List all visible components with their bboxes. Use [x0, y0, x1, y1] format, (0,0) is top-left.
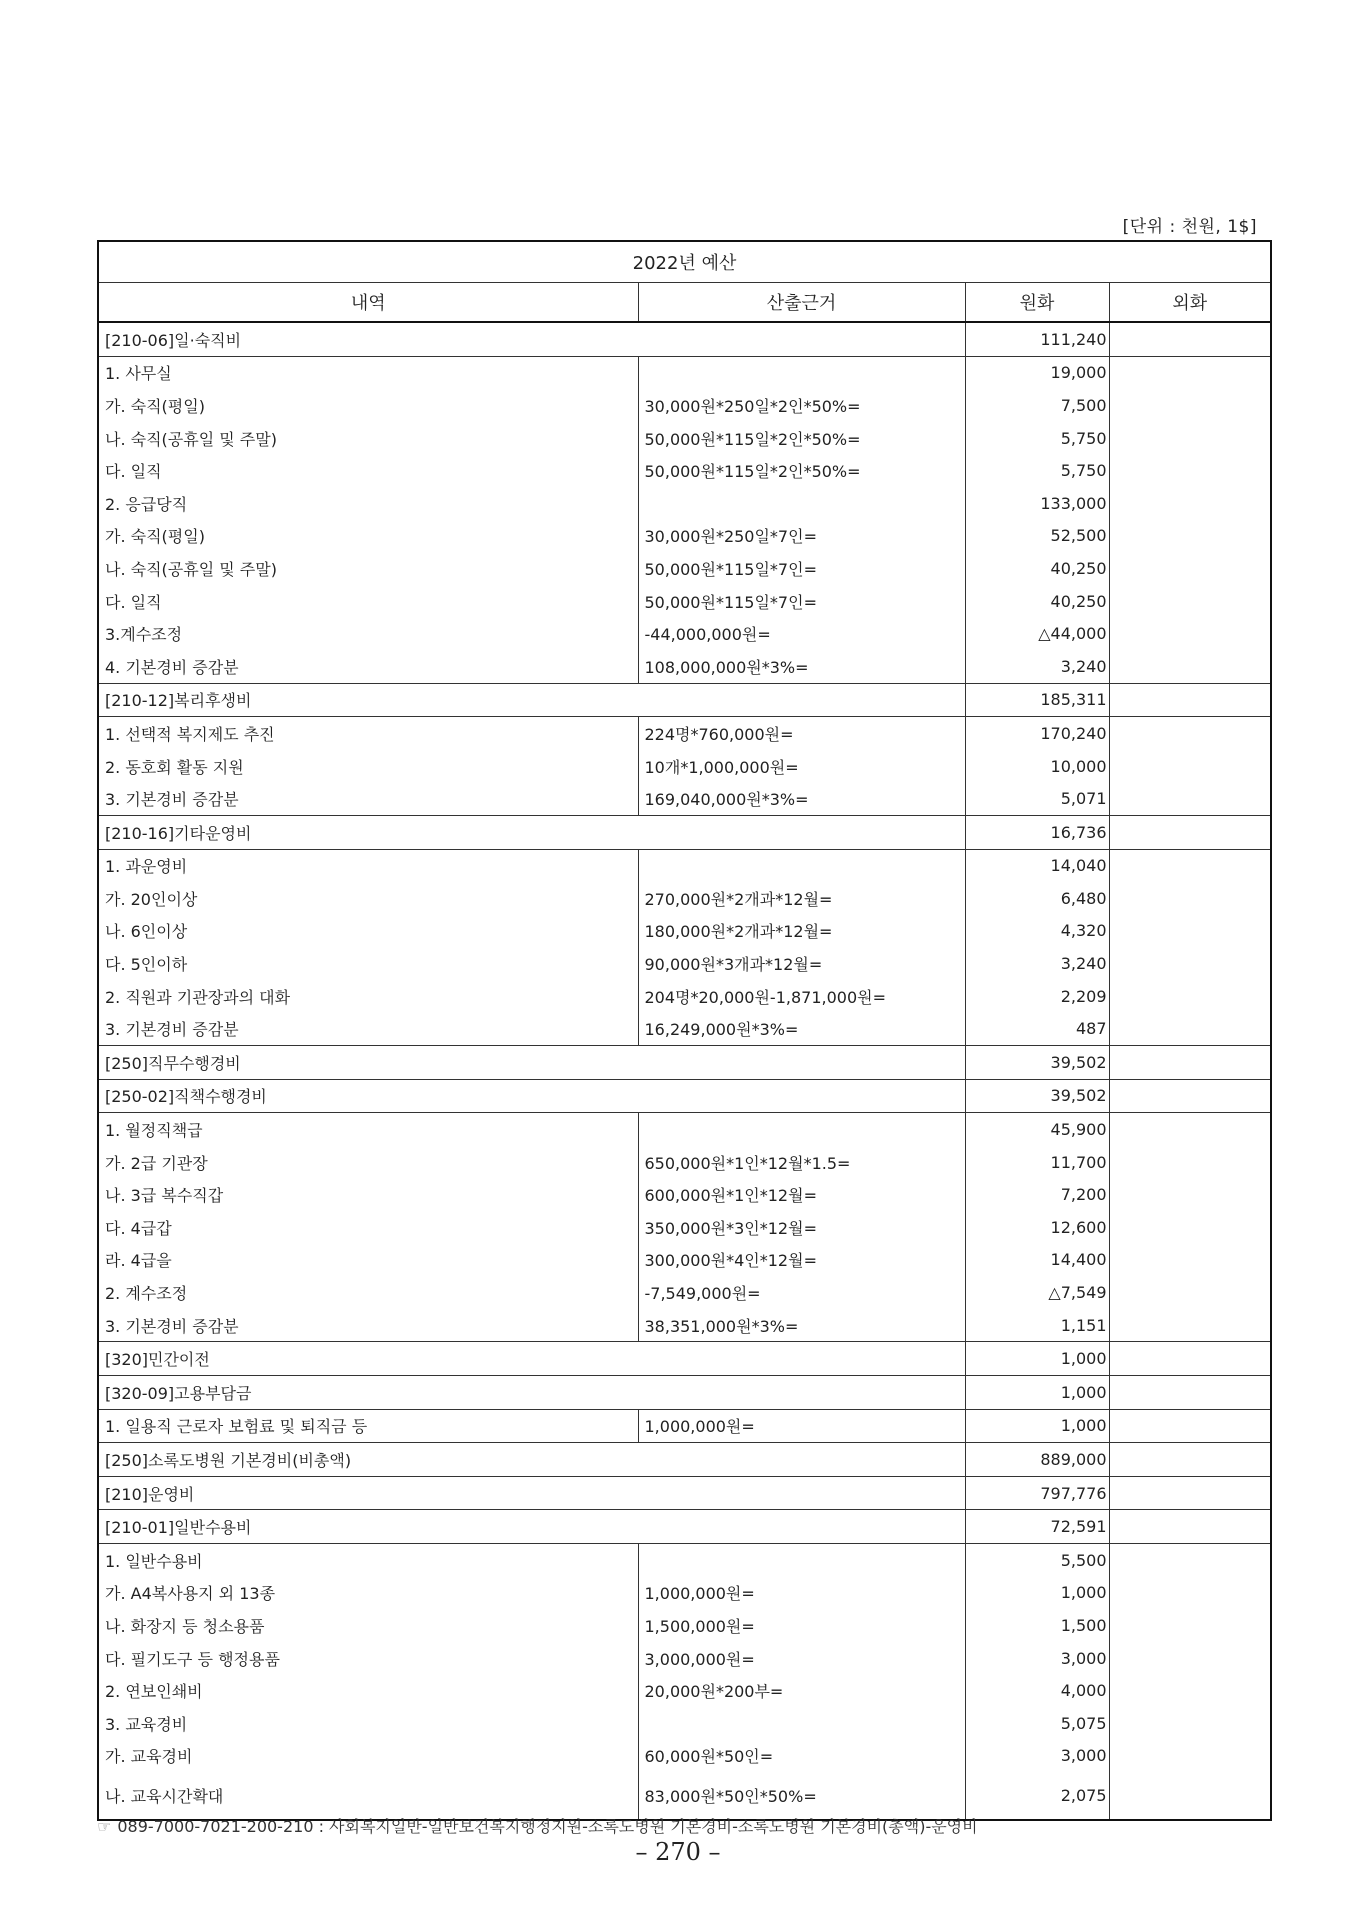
table-row	[98, 1146, 1271, 1179]
row-krw: 3,240	[965, 947, 1109, 980]
row-basis: 10개*1,000,000원=	[638, 750, 965, 783]
table-row	[98, 683, 1271, 717]
row-basis	[638, 849, 965, 882]
row-fx	[1109, 1707, 1271, 1740]
row-item: 3.계수조정	[105, 625, 183, 645]
row-basis: 20,000원*200부=	[638, 1674, 965, 1707]
row-krw: 1,000	[965, 1409, 1109, 1443]
row-fx	[1109, 815, 1271, 849]
row-fx	[1109, 1543, 1271, 1576]
row-basis: 30,000원*250일*7인=	[638, 520, 965, 553]
row-item: 가. 2급 기관장	[105, 1153, 208, 1173]
row-fx	[1109, 882, 1271, 915]
table-row	[98, 617, 1271, 650]
row-basis: 83,000원*50인*50%=	[638, 1772, 965, 1820]
page-number: – 270 –	[635, 1838, 721, 1866]
row-krw: 1,000	[965, 1342, 1109, 1376]
row-item: [250]직무수행경비	[98, 1046, 965, 1080]
row-krw: 3,000	[965, 1740, 1109, 1773]
table-row	[98, 717, 1271, 750]
row-item: 나. 교육시간확대	[105, 1787, 224, 1807]
row-basis: 180,000원*2개과*12월=	[638, 915, 965, 948]
row-item: 나. 숙직(공휴일 및 주말)	[105, 559, 277, 579]
row-fx	[1109, 1079, 1271, 1113]
row-fx	[1109, 1244, 1271, 1277]
row-basis	[638, 1707, 965, 1740]
footnote-text: 089-7000-7021-200-210 : 사회복지일반-일반보건복지행정지원-소록도병원 기본경비-소록도병원 기본경비(총액)-운영비	[117, 1817, 978, 1836]
row-item: [210-06]일·숙직비	[98, 322, 965, 356]
row-krw: 2,075	[965, 1772, 1109, 1820]
row-krw: 12,600	[965, 1211, 1109, 1244]
table-row	[98, 815, 1271, 849]
row-item: 다. 5인이하	[105, 955, 188, 975]
table-row	[98, 1244, 1271, 1277]
row-krw: 5,750	[965, 454, 1109, 487]
table-row	[98, 1376, 1271, 1410]
row-fx	[1109, 1476, 1271, 1510]
row-item: 나. 3급 복수직갑	[105, 1186, 224, 1206]
row-item: 1. 선택적 복지제도 추진	[98, 717, 638, 750]
row-basis: -44,000,000원=	[638, 617, 965, 650]
row-fx	[1109, 1609, 1271, 1642]
row-item: [320]민간이전	[98, 1342, 965, 1376]
row-krw: 5,075	[965, 1707, 1109, 1740]
row-item: 가. 교육경비	[105, 1747, 193, 1767]
row-fx	[1109, 1409, 1271, 1443]
table-row	[98, 356, 1271, 389]
row-item: 1. 사무실	[98, 356, 638, 389]
row-krw: △44,000	[965, 617, 1109, 650]
row-krw: 133,000	[965, 487, 1109, 520]
row-fx	[1109, 1342, 1271, 1376]
row-fx	[1109, 1443, 1271, 1477]
row-basis	[638, 487, 965, 520]
row-fx	[1109, 1211, 1271, 1244]
row-krw: 1,151	[965, 1309, 1109, 1342]
row-item: 2. 연보인쇄비	[105, 1682, 203, 1702]
row-item: 나. 6인이상	[105, 922, 188, 942]
row-krw: 39,502	[965, 1046, 1109, 1080]
row-fx	[1109, 1146, 1271, 1179]
table-row	[98, 1079, 1271, 1113]
row-krw: 7,200	[965, 1178, 1109, 1211]
table-row	[98, 1342, 1271, 1376]
table-row	[98, 980, 1271, 1013]
table-row	[98, 1642, 1271, 1675]
row-krw: 6,480	[965, 882, 1109, 915]
row-fx	[1109, 356, 1271, 389]
row-krw: 4,000	[965, 1674, 1109, 1707]
row-item: 가. 숙직(평일)	[105, 527, 205, 547]
row-basis: -7,549,000원=	[638, 1276, 965, 1309]
row-item: [210-12]복리후생비	[98, 683, 965, 717]
table-row	[98, 1609, 1271, 1642]
row-basis: 350,000원*3인*12월=	[638, 1211, 965, 1244]
row-fx	[1109, 552, 1271, 585]
col-basis-header: 산출근거	[638, 283, 965, 323]
table-row	[98, 389, 1271, 422]
row-krw: 52,500	[965, 520, 1109, 553]
row-krw: 2,209	[965, 980, 1109, 1013]
row-item: 1. 일용직 근로자 보험료 및 퇴직금 등	[98, 1409, 638, 1443]
row-krw: 5,750	[965, 422, 1109, 455]
row-item: 2. 동호회 활동 지원	[105, 757, 244, 777]
row-krw: 45,900	[965, 1113, 1109, 1146]
row-krw: 40,250	[965, 552, 1109, 585]
row-basis: 204명*20,000원-1,871,000원=	[638, 980, 965, 1013]
row-fx	[1109, 1510, 1271, 1544]
row-krw: 487	[965, 1012, 1109, 1045]
table-row	[98, 454, 1271, 487]
row-fx	[1109, 322, 1271, 356]
table-row	[98, 422, 1271, 455]
col-item-header: 내역	[98, 283, 638, 323]
table-row	[98, 1510, 1271, 1544]
row-item: 다. 4급갑	[105, 1218, 172, 1238]
row-krw: 1,500	[965, 1609, 1109, 1642]
row-item: 3. 기본경비 증감분	[105, 1316, 239, 1336]
table-row	[98, 1178, 1271, 1211]
row-krw: 111,240	[965, 322, 1109, 356]
row-fx	[1109, 1178, 1271, 1211]
table-row	[98, 750, 1271, 783]
row-item: 4. 기본경비 증감분	[105, 657, 239, 677]
table-row	[98, 1674, 1271, 1707]
row-krw: 40,250	[965, 585, 1109, 618]
row-krw: 11,700	[965, 1146, 1109, 1179]
row-krw: 3,240	[965, 650, 1109, 683]
row-fx	[1109, 782, 1271, 815]
row-fx	[1109, 1740, 1271, 1773]
table-row	[98, 1046, 1271, 1080]
row-krw: 3,000	[965, 1642, 1109, 1675]
row-fx	[1109, 1309, 1271, 1342]
table-row	[98, 585, 1271, 618]
table-row	[98, 1113, 1271, 1146]
row-krw: 14,400	[965, 1244, 1109, 1277]
row-krw: 72,591	[965, 1510, 1109, 1544]
row-krw: 889,000	[965, 1443, 1109, 1477]
row-krw: 4,320	[965, 915, 1109, 948]
table-row	[98, 520, 1271, 553]
row-fx	[1109, 1046, 1271, 1080]
row-basis: 60,000원*50인=	[638, 1740, 965, 1773]
row-basis: 600,000원*1인*12월=	[638, 1178, 965, 1211]
row-krw: 797,776	[965, 1476, 1109, 1510]
row-basis: 108,000,000원*3%=	[638, 650, 965, 683]
row-basis: 1,500,000원=	[638, 1609, 965, 1642]
table-row	[98, 1409, 1271, 1443]
row-fx	[1109, 389, 1271, 422]
row-krw: 19,000	[965, 356, 1109, 389]
row-krw: 39,502	[965, 1079, 1109, 1113]
row-basis: 300,000원*4인*12월=	[638, 1244, 965, 1277]
row-item: 가. 숙직(평일)	[105, 396, 205, 416]
row-basis	[638, 1543, 965, 1576]
table-row	[98, 882, 1271, 915]
row-item: 3. 기본경비 증감분	[105, 790, 239, 810]
table-row	[98, 1772, 1271, 1820]
row-fx	[1109, 717, 1271, 750]
row-item: 가. 20인이상	[105, 889, 198, 909]
row-fx	[1109, 1276, 1271, 1309]
row-fx	[1109, 947, 1271, 980]
row-fx	[1109, 1577, 1271, 1610]
row-fx	[1109, 683, 1271, 717]
row-basis: 3,000,000원=	[638, 1642, 965, 1675]
row-fx	[1109, 617, 1271, 650]
row-basis	[638, 356, 965, 389]
row-item: 2. 계수조정	[105, 1284, 188, 1304]
table-row	[98, 650, 1271, 683]
row-item: 3. 기본경비 증감분	[105, 1020, 239, 1040]
table-row	[98, 1740, 1271, 1773]
row-basis: 50,000원*115일*2인*50%=	[638, 454, 965, 487]
row-fx	[1109, 650, 1271, 683]
row-fx	[1109, 422, 1271, 455]
row-basis: 38,351,000원*3%=	[638, 1309, 965, 1342]
footnote	[97, 1814, 978, 1837]
row-krw: 10,000	[965, 750, 1109, 783]
row-item: 나. 화장지 등 청소용품	[105, 1616, 265, 1636]
budget-table	[97, 240, 1272, 1821]
row-fx	[1109, 980, 1271, 1013]
row-basis: 650,000원*1인*12월*1.5=	[638, 1146, 965, 1179]
table-row	[98, 1577, 1271, 1610]
row-item: 라. 4급을	[105, 1251, 172, 1271]
row-basis: 1,000,000원=	[638, 1577, 965, 1610]
table-row	[98, 1309, 1271, 1342]
unit-label: [단위 : 천원, 1$]	[1122, 217, 1257, 237]
row-fx	[1109, 750, 1271, 783]
row-basis: 30,000원*250일*2인*50%=	[638, 389, 965, 422]
table-row	[98, 1543, 1271, 1576]
row-item: 1. 일반수용비	[98, 1543, 638, 1576]
row-item: 1. 과운영비	[98, 849, 638, 882]
pointing-hand-icon: ☞	[97, 1817, 112, 1836]
row-basis: 50,000원*115일*2인*50%=	[638, 422, 965, 455]
row-krw: 7,500	[965, 389, 1109, 422]
row-fx	[1109, 454, 1271, 487]
row-basis	[638, 1113, 965, 1146]
row-item: [210-01]일반수용비	[98, 1510, 965, 1544]
col-krw-header: 원화	[965, 283, 1109, 323]
row-fx	[1109, 915, 1271, 948]
row-item: [210]운영비	[98, 1476, 965, 1510]
budget-rows	[98, 322, 1271, 1820]
row-krw: 16,736	[965, 815, 1109, 849]
row-item: 1. 월정직책급	[98, 1113, 638, 1146]
table-row	[98, 782, 1271, 815]
table-row	[98, 1476, 1271, 1510]
row-item: [210-16]기타운영비	[98, 815, 965, 849]
row-item: 2. 응급당직	[105, 494, 188, 514]
row-basis: 224명*760,000원=	[638, 717, 965, 750]
row-item: [320-09]고용부담금	[98, 1376, 965, 1410]
row-fx	[1109, 1376, 1271, 1410]
row-krw: 185,311	[965, 683, 1109, 717]
row-krw: 1,000	[965, 1577, 1109, 1610]
row-fx	[1109, 1674, 1271, 1707]
row-item: 3. 교육경비	[105, 1714, 188, 1734]
row-krw: 170,240	[965, 717, 1109, 750]
row-basis: 16,249,000원*3%=	[638, 1012, 965, 1045]
table-row	[98, 1443, 1271, 1477]
table-row	[98, 947, 1271, 980]
row-fx	[1109, 1772, 1271, 1820]
row-fx	[1109, 849, 1271, 882]
row-item: [250-02]직책수행경비	[98, 1079, 965, 1113]
row-item: 다. 일직	[105, 592, 162, 612]
row-krw: 14,040	[965, 849, 1109, 882]
row-basis: 90,000원*3개과*12월=	[638, 947, 965, 980]
row-krw: 5,500	[965, 1543, 1109, 1576]
row-item: 다. 일직	[105, 462, 162, 482]
row-krw: 1,000	[965, 1376, 1109, 1410]
row-fx	[1109, 1642, 1271, 1675]
row-item: 다. 필기도구 등 행정용품	[105, 1649, 280, 1669]
row-fx	[1109, 1012, 1271, 1045]
row-krw: △7,549	[965, 1276, 1109, 1309]
row-basis: 169,040,000원*3%=	[638, 782, 965, 815]
row-krw: 5,071	[965, 782, 1109, 815]
table-row	[98, 322, 1271, 356]
table-row	[98, 1211, 1271, 1244]
table-row	[98, 915, 1271, 948]
row-fx	[1109, 520, 1271, 553]
row-basis: 270,000원*2개과*12월=	[638, 882, 965, 915]
row-basis: 50,000원*115일*7인=	[638, 552, 965, 585]
row-item: 2. 직원과 기관장과의 대화	[105, 987, 291, 1007]
row-basis: 1,000,000원=	[638, 1409, 965, 1443]
col-fx-header: 외화	[1109, 283, 1271, 323]
row-item: 나. 숙직(공휴일 및 주말)	[105, 429, 277, 449]
table-row	[98, 1707, 1271, 1740]
row-fx	[1109, 487, 1271, 520]
year-header: 2022년 예산	[98, 241, 1271, 283]
table-row	[98, 849, 1271, 882]
table-row	[98, 552, 1271, 585]
row-basis: 50,000원*115일*7인=	[638, 585, 965, 618]
table-row	[98, 487, 1271, 520]
row-item: [250]소록도병원 기본경비(비총액)	[98, 1443, 965, 1477]
row-fx	[1109, 1113, 1271, 1146]
row-item: 가. A4복사용지 외 13종	[105, 1584, 276, 1604]
table-row	[98, 1012, 1271, 1045]
table-row	[98, 1276, 1271, 1309]
row-fx	[1109, 585, 1271, 618]
